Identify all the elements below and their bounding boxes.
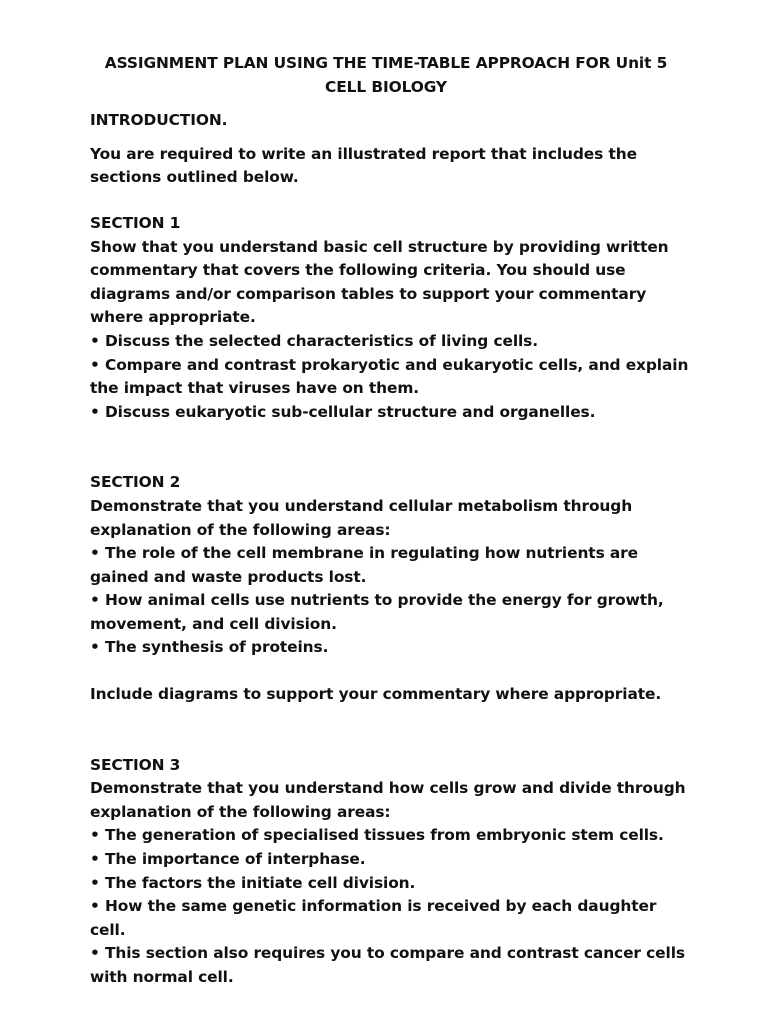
document-page	[90, 52, 690, 990]
section-2-text: Demonstrate that you understand cellular metabolism through explanation of the following areas:	[90, 496, 633, 539]
section-3	[90, 754, 690, 990]
bullet-item: • The role of the cell membrane in regulating how nutrients are gained and waste products lost.	[90, 544, 638, 586]
bullet-item: • The importance of interphase.	[90, 850, 366, 869]
bullet-item: • The generation of specialised tissues from embryonic stem cells.	[90, 826, 664, 845]
bullet-item: • The synthesis of proteins.	[90, 638, 329, 657]
introduction-heading: INTRODUCTION.	[90, 111, 228, 130]
section-2-note: Include diagrams to support your commentary where appropriate.	[90, 685, 662, 704]
section-3-bullets	[90, 824, 690, 989]
document-title: ASSIGNMENT PLAN USING THE TIME-TABLE APPROACH FOR Unit 5 CELL BIOLOGY	[104, 54, 668, 96]
bullet-item: • Discuss the selected characteristics of living cells.	[90, 331, 538, 350]
section-1	[90, 212, 690, 424]
section-1-text: Show that you understand basic cell structure by providing written commentary that covers the following criteria. You should use diagrams and/or comparison tables to support your commentary where appropriate.	[90, 237, 669, 327]
section-2-bullets	[90, 542, 690, 660]
section-3-heading: SECTION 3	[90, 755, 181, 774]
section-3-text: Demonstrate that you understand how cells grow and divide through explanation of the following areas:	[90, 779, 686, 821]
section-2	[90, 471, 690, 706]
section-1-heading: SECTION 1	[90, 213, 181, 232]
bullet-item: • The factors the initiate cell division.	[90, 873, 416, 892]
section-1-bullets	[90, 330, 690, 424]
bullet-item: • Compare and contrast prokaryotic and eukaryotic cells, and explain the impact that viruses have on them.	[90, 355, 689, 398]
bullet-item: • How the same genetic information is received by each daughter cell.	[90, 897, 657, 939]
introduction-text: You are required to write an illustrated report that includes the sections outlined below.	[90, 144, 637, 187]
section-2-heading: SECTION 2	[90, 473, 181, 492]
bullet-item: • Discuss eukaryotic sub-cellular structure and organelles.	[90, 402, 596, 421]
bullet-item: • This section also requires you to compare and contrast cancer cells with normal cell.	[90, 944, 685, 986]
bullet-item: • How animal cells use nutrients to provide the energy for growth, movement, and cell division.	[90, 591, 664, 633]
